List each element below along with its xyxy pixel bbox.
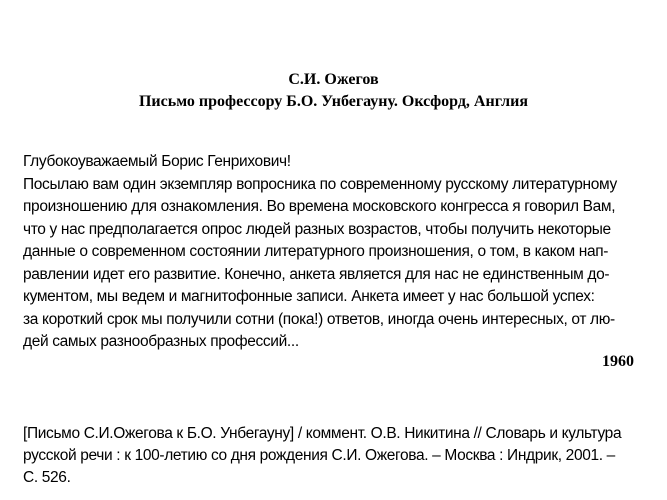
letter-body [23,151,653,354]
document-header [0,69,667,113]
citation-line: С. 526. [23,469,71,486]
citation-line: [Письмо С.И.Ожегова к Б.О. Унбегауну] / коммент. О.В. Никитина // Словарь и культура [23,425,622,442]
letter-line: произношению для ознакомления. Во времена московского конгресса я говорил Вам, [23,198,616,215]
letter-line: Посылаю вам один экземпляр вопросника по современному русскому литературному [23,175,617,193]
citation [23,423,663,489]
letter-line: дей самых разнообразных профессий... [23,333,299,350]
letter-year: 1960 [602,353,634,370]
letter-line: кументом, мы ведем и магнитофонные записи. Анкета имеет у нас большой успех: [23,288,595,305]
author-name: С.И. Ожегов [288,71,379,88]
citation-line: русской речи : к 100-летию со дня рождения С.И. Ожегова. – Москва : Индрик, 2001. – [23,447,615,464]
document-title: Письмо профессору Б.О. Унбегауну. Оксфорд, Англия [138,93,528,110]
letter-line: равлении идет его развитие. Конечно, анкета является для нас не единственным до- [23,265,610,283]
letter-line: за короткий срок мы получили сотни (пока!) ответов, иногда очень интересных, от лю- [23,310,615,328]
letter-line: данные о современном состоянии литературного произношения, о том, в каком нап- [23,243,609,260]
letter-line: Глубокоуважаемый Борис Генрихович! [23,153,291,170]
letter-line: что у нас предполагается опрос людей разных возрастов, чтобы получить некоторые [23,220,611,238]
